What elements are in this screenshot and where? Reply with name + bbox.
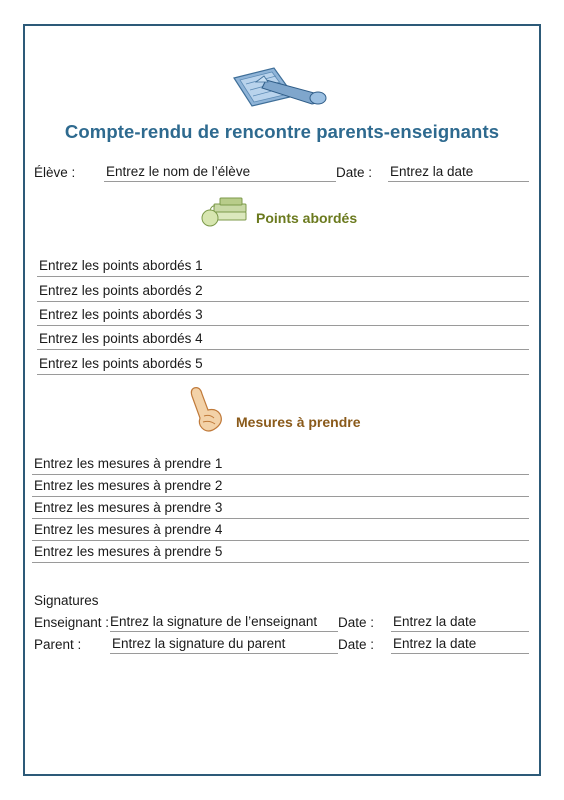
notebook-pencil-icon	[226, 66, 336, 108]
books-apple-icon	[198, 196, 250, 230]
student-label: Élève :	[34, 165, 76, 180]
teacher-label: Enseignant :	[34, 615, 110, 630]
teacher-date-field[interactable]: Entrez la date	[391, 614, 529, 632]
actions-field-2[interactable]: Entrez les mesures à prendre 2	[32, 477, 529, 497]
parent-signature-field[interactable]: Entrez la signature du parent	[110, 636, 338, 654]
actions-field-5[interactable]: Entrez les mesures à prendre 5	[32, 543, 529, 563]
teacher-signature-field[interactable]: Entrez la signature de l’enseignant	[110, 614, 338, 632]
parent-label: Parent :	[34, 637, 82, 652]
points-field-3[interactable]: Entrez les points abordés 3	[37, 306, 529, 326]
document-title: Compte-rendu de rencontre parents-enseignants	[64, 121, 500, 142]
points-field-2[interactable]: Entrez les points abordés 2	[37, 282, 529, 302]
parent-date-label: Date :	[338, 637, 375, 652]
student-name-field[interactable]: Entrez le nom de l’élève	[104, 164, 336, 182]
actions-field-4[interactable]: Entrez les mesures à prendre 4	[32, 521, 529, 541]
actions-field-3[interactable]: Entrez les mesures à prendre 3	[32, 499, 529, 519]
points-field-5[interactable]: Entrez les points abordés 5	[37, 355, 529, 375]
points-field-4[interactable]: Entrez les points abordés 4	[37, 330, 529, 350]
points-heading	[198, 196, 357, 230]
actions-title: Mesures à prendre	[236, 414, 361, 430]
actions-field-1[interactable]: Entrez les mesures à prendre 1	[32, 455, 529, 475]
signatures-heading: Signatures	[34, 593, 99, 608]
points-field-1[interactable]: Entrez les points abordés 1	[37, 257, 529, 277]
student-date-label: Date :	[336, 165, 373, 180]
actions-heading	[186, 384, 361, 436]
teacher-date-label: Date :	[338, 615, 375, 630]
hand-pointing-icon	[186, 384, 230, 436]
points-title: Points abordés	[256, 210, 358, 226]
parent-date-field[interactable]: Entrez la date	[391, 636, 529, 654]
student-date-field[interactable]: Entrez la date	[388, 164, 529, 182]
